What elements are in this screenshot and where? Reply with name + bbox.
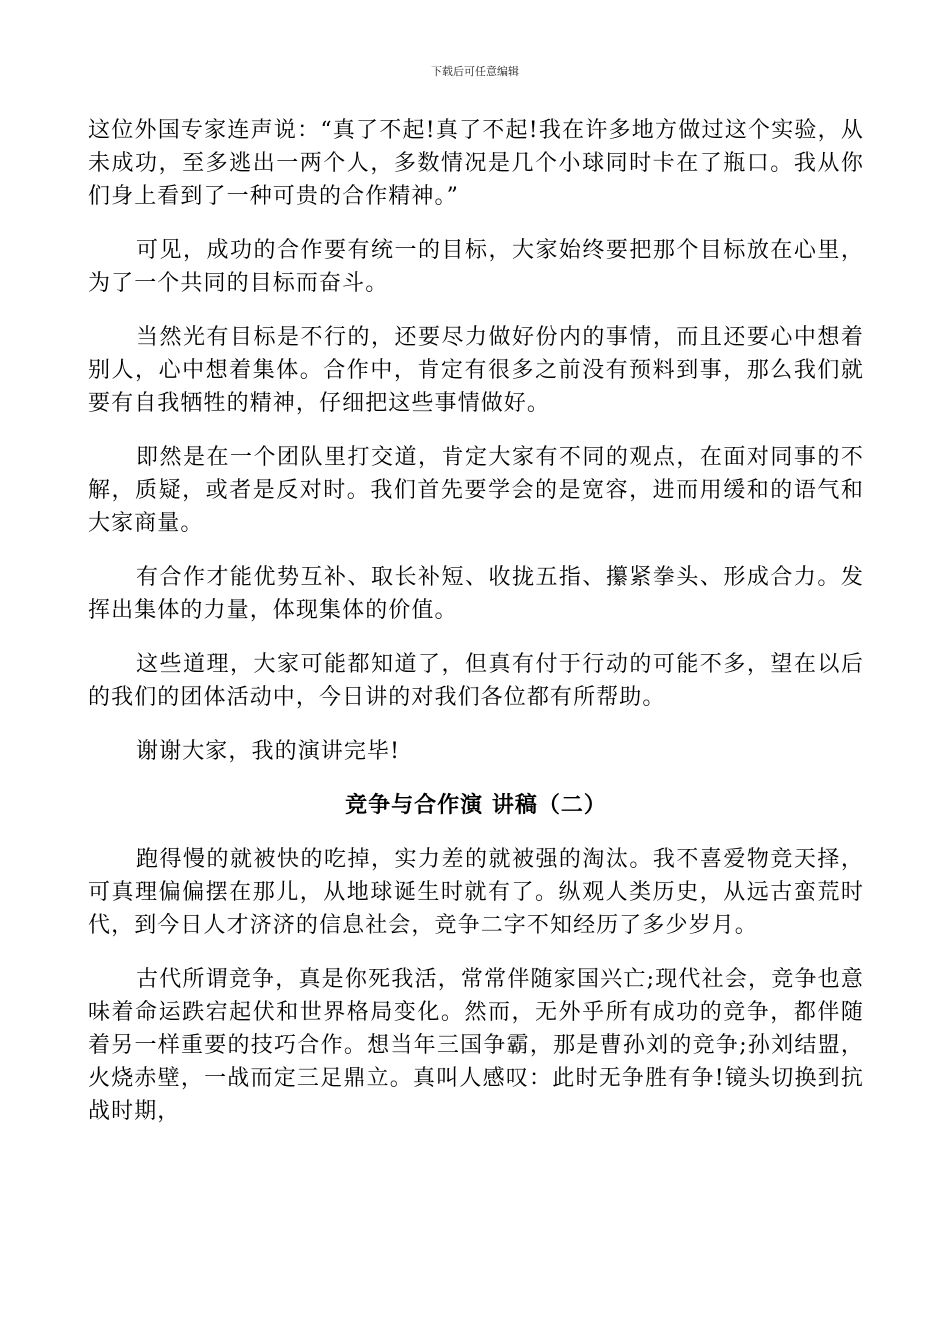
- paragraph-expert-quote: 这位外国专家连声说：“真了不起!真了不起!我在许多地方做过这个实验，从未成功，至多逃出一两个人，多数情况是几个小球同时卡在了瓶口。我从你们身上看到了一种可贵的合作精神。”: [88, 118, 864, 209]
- paragraph-collective-power: 有合作才能优势互补、取长补短、收拢五指、攥紧拳头、形成合力。发挥出集体的力量，体现集体的价值。: [88, 565, 864, 623]
- paragraph-tolerance: 即然是在一个团队里打交道，肯定大家有不同的观点，在面对同事的不解，质疑，或者是反对时。我们首先要学会的是宽容，进而用缓和的语气和大家商量。: [88, 445, 864, 536]
- paragraph-self-sacrifice: 当然光有目标是不行的，还要尽力做好份内的事情，而且还要心中想着别人，心中想着集体。合作中，肯定有很多之前没有预料到事，那么我们就要有自我牺牲的精神，仔细把这些事情做好。: [88, 325, 864, 416]
- paragraph-competition-history: 古代所谓竞争，真是你死我活，常常伴随家国兴亡;现代社会，竞争也意味着命运跌宕起伏和世界格局变化。然而，无外乎所有成功的竞争，都伴随着另一样重要的技巧合作。想当年三国争霸，那是曹孙刘的竞争;孙刘结盟，火烧赤壁，一战而定三足鼎立。真叫人感叹：此时无争胜有争!镜头切换到抗战时期，: [88, 967, 864, 1124]
- page-header-note: 下载后可任意编辑: [431, 65, 519, 78]
- paragraph-closing-hope: 这些道理，大家可能都知道了，但真有付于行动的可能不多，望在以后的我们的团体活动中，今日讲的对我们各位都有所帮助。: [88, 652, 864, 710]
- section-title: 竞争与合作演 讲稿（二）: [345, 792, 607, 818]
- document-body: [88, 114, 864, 1149]
- paragraph-competition-intro: 跑得慢的就被快的吃掉，实力差的就被强的淘汰。我不喜爱物竞天择，可真理偏偏摆在那儿，从地球诞生时就有了。纵观人类历史，从远古蛮荒时代，到今日人才济济的信息社会，竞争二字不知经历了多少岁月。: [88, 847, 864, 938]
- paragraph-common-goal: 可见，成功的合作要有统一的目标，大家始终要把那个目标放在心里，为了一个共同的目标而奋斗。: [88, 238, 864, 296]
- paragraph-thanks: 谢谢大家，我的演讲完毕!: [136, 739, 401, 764]
